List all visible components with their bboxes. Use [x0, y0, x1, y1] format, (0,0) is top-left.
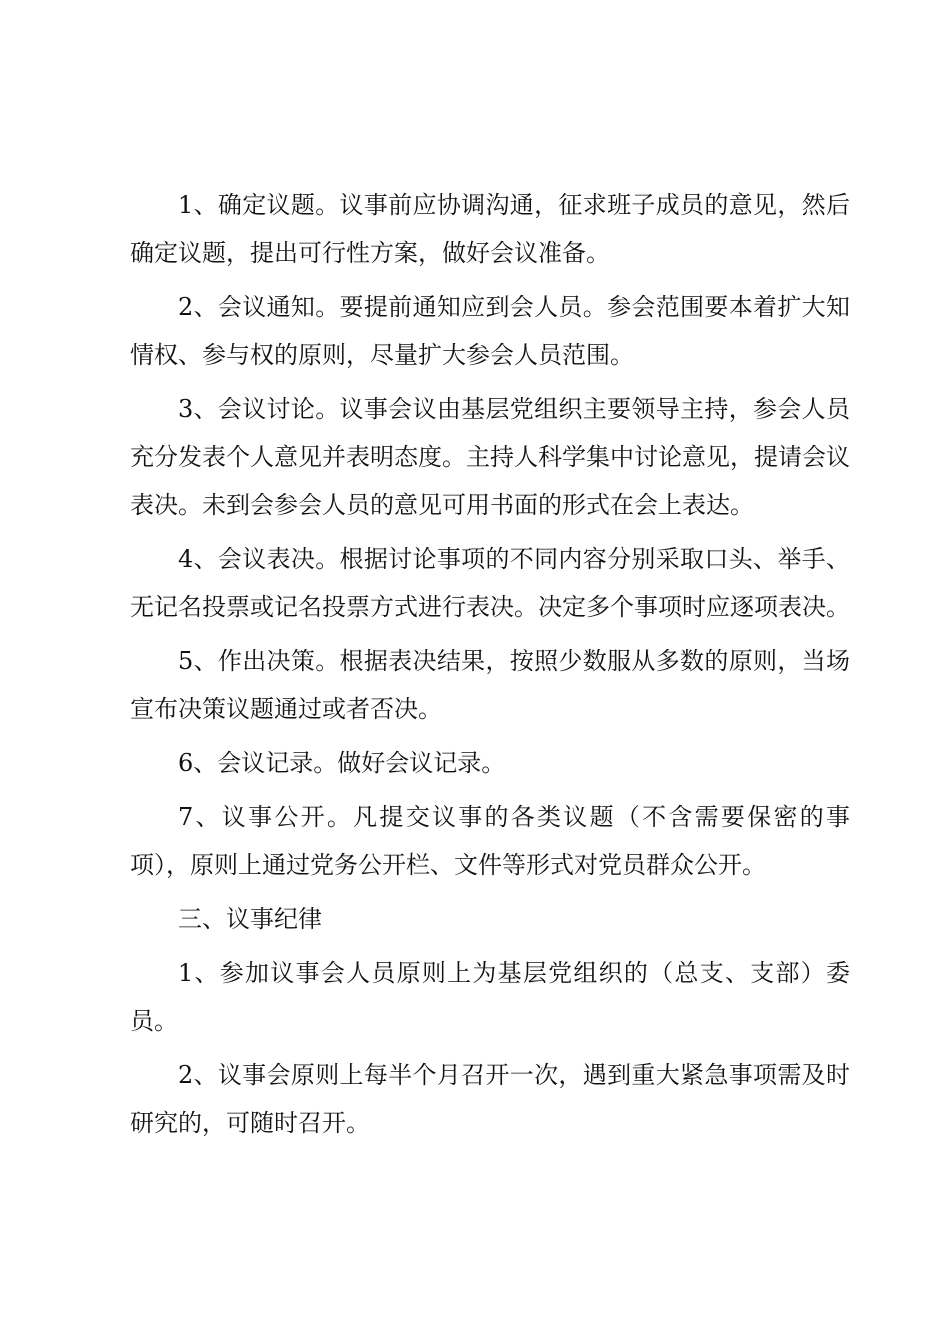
paragraph-item-1: 1、确定议题。议事前应协调沟通，征求班子成员的意见，然后确定议题，提出可行性方案，做好会议准备。: [130, 191, 850, 267]
paragraph-item-4: 4、会议表决。根据讨论事项的不同内容分别采取口头、举手、无记名投票或记名投票方式进行表决。决定多个事项时应逐项表决。: [130, 545, 850, 621]
paragraph-item-6: 6、会议记录。做好会议记录。: [178, 749, 506, 777]
paragraph-item-5: 5、作出决策。根据表决结果，按照少数服从多数的原则，当场宣布决策议题通过或者否决。: [130, 647, 850, 723]
paragraph-item-7: 7、议事公开。凡提交议事的各类议题（不含需要保密的事项），原则上通过党务公开栏、文件等形式对党员群众公开。: [130, 803, 850, 879]
section-heading-discipline: 三、议事纪律: [178, 905, 322, 933]
paragraph-item-3: 3、会议讨论。议事会议由基层党组织主要领导主持，参会人员充分发表个人意见并表明态度。主持人科学集中讨论意见，提请会议表决。未到会参会人员的意见可用书面的形式在会上表达。: [130, 395, 850, 519]
discipline-item-2: 2、议事会原则上每半个月召开一次，遇到重大紧急事项需及时研究的，可随时召开。: [130, 1061, 850, 1137]
discipline-item-1: 1、参加议事会人员原则上为基层党组织的（总支、支部）委员。: [130, 959, 850, 1035]
document-body: [130, 181, 850, 1153]
paragraph-item-2: 2、会议通知。要提前通知应到会人员。参会范围要本着扩大知情权、参与权的原则，尽量扩大参会人员范围。: [130, 293, 850, 369]
